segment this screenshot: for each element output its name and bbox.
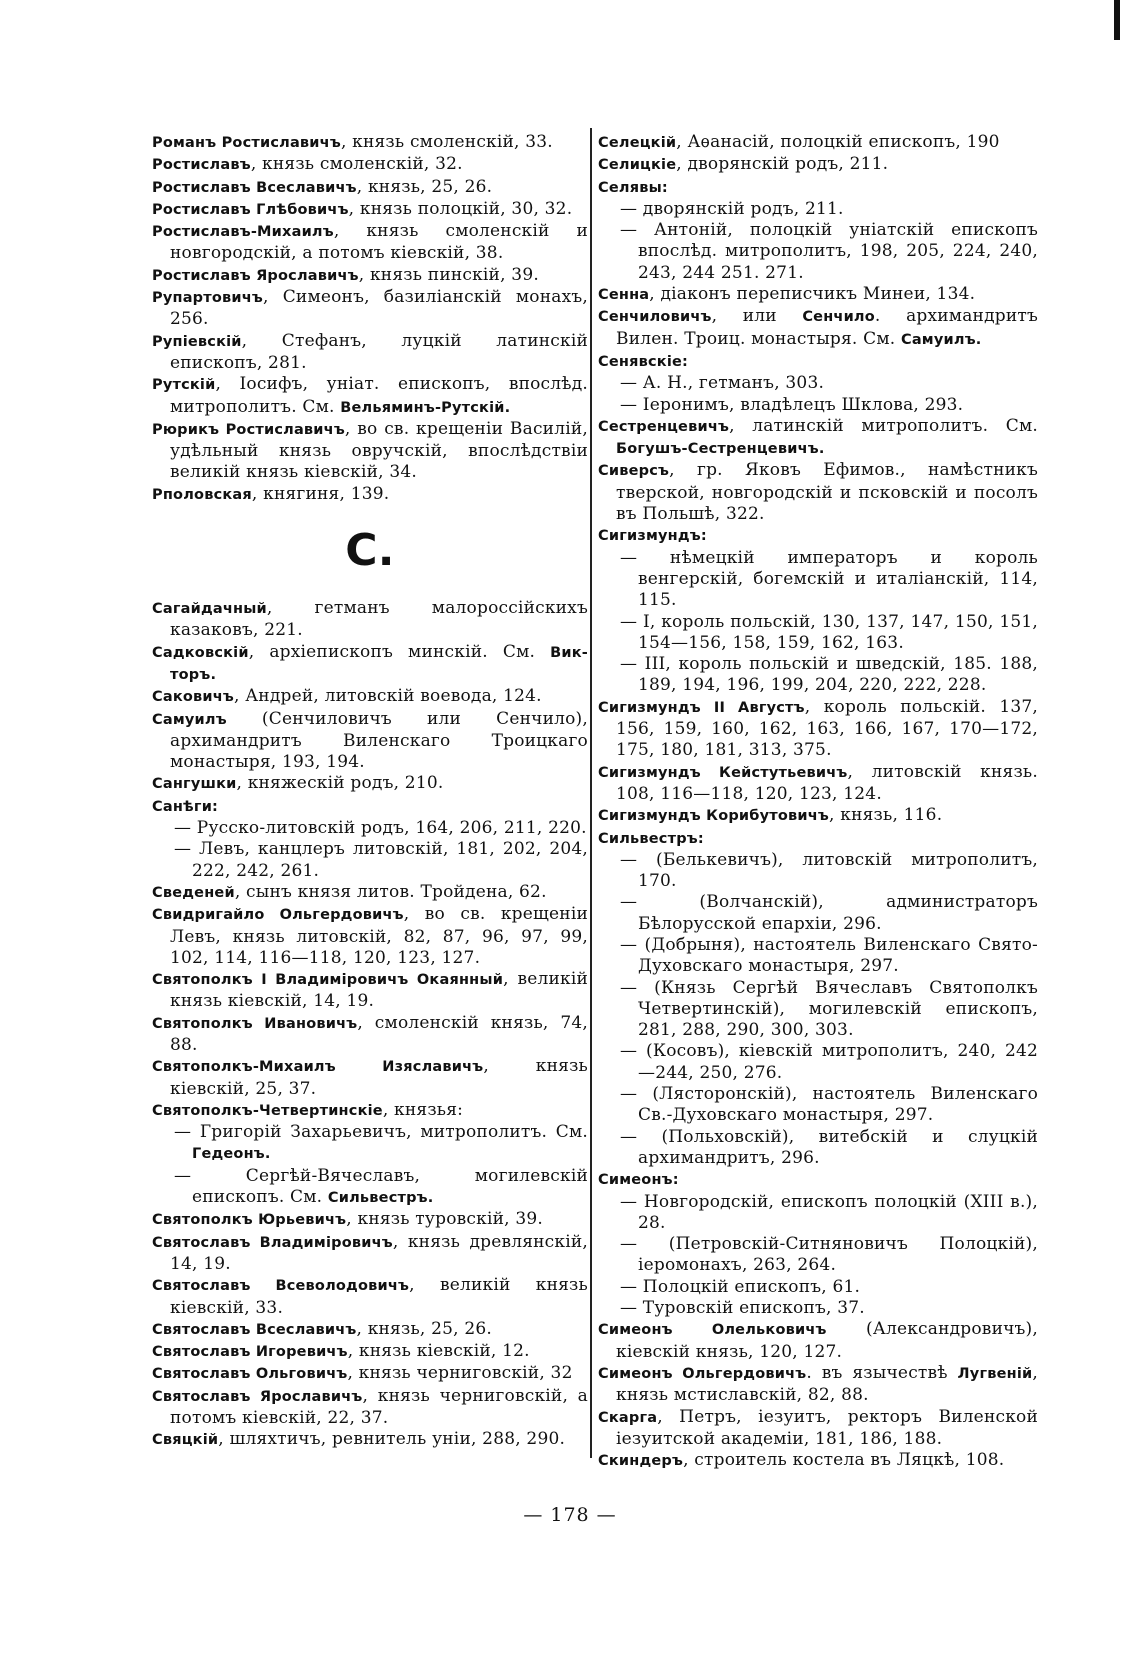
entry-headword: Сигизмундъ II Августъ xyxy=(598,699,805,716)
entry-text: , смоленскій князь, 74, 88. xyxy=(170,1012,588,1055)
cross-reference: Самуилъ. xyxy=(900,331,982,348)
entry-text: . въ язычествѣ xyxy=(806,1362,958,1383)
index-entry xyxy=(152,1100,588,1122)
entry-headword: Сангушки xyxy=(152,776,237,793)
cross-reference: Сильвестръ. xyxy=(327,1190,434,1207)
index-entry xyxy=(598,306,1038,351)
index-entry xyxy=(598,284,1038,306)
entry-headword: Скиндеръ xyxy=(598,1453,684,1470)
entry-headword: Селявы: xyxy=(598,179,668,196)
index-subentry xyxy=(598,1277,1038,1298)
subentry-text: — (Косовъ), кіевскій митрополитъ, 240, 242—244, 250, 276. xyxy=(620,1041,1038,1083)
index-entry xyxy=(598,697,1038,762)
index-entry xyxy=(152,374,588,419)
index-subentry xyxy=(598,1127,1038,1170)
entry-text: , или xyxy=(711,306,803,327)
entry-headword: Рупіевскій xyxy=(152,333,242,350)
index-entry xyxy=(152,598,588,642)
entry-text: , дворянскій родъ, 211. xyxy=(676,154,889,175)
entry-text: , шляхтичъ, ревнитель уніи, 288, 290. xyxy=(218,1429,566,1450)
entry-text: (Сенчиловичъ или Сенчило), архимандритъ Виленскаго Троицкаго монастыря, 193, 194. xyxy=(170,708,588,773)
entry-headword: Сведеней xyxy=(152,884,235,901)
index-entry xyxy=(152,1341,588,1363)
index-subentry xyxy=(598,978,1038,1042)
index-subentry xyxy=(598,1041,1038,1084)
index-subentry xyxy=(598,892,1038,935)
subentry-text: — Туровскій епископъ, 37. xyxy=(620,1298,865,1319)
entry-headword: Симеонъ: xyxy=(598,1172,679,1189)
entry-text: , гр. Яковъ Ефимов., намѣстникъ тверской, новгородскій и псковскій и посолъ въ Польшѣ, 322. xyxy=(616,460,1038,525)
index-entry xyxy=(598,416,1038,461)
index-subentry xyxy=(598,1084,1038,1127)
entry-text: , князь черниговскій, 32 xyxy=(347,1363,573,1384)
entry-text: , князь кіевскій, 12. xyxy=(347,1341,530,1362)
subentry-text: — (Добрыня), настоятель Виленскаго Свято-Духовскаго монастыря, 297. xyxy=(620,934,1038,977)
index-entry xyxy=(152,419,588,484)
entries-r-section xyxy=(152,132,588,506)
entry-headword: Санѣги: xyxy=(152,798,219,815)
entry-text: , княгиня, 139. xyxy=(251,483,390,504)
subentry-text: — Полоцкій епископъ, 61. xyxy=(620,1276,861,1297)
cross-reference: Вельяминъ-Рутскій. xyxy=(340,399,511,416)
index-subentry xyxy=(152,1166,588,1210)
index-entry xyxy=(152,154,588,176)
entry-headword: Святополкъ I Владиміровичъ Окаянный xyxy=(152,972,504,989)
entry-headword: Рутскій xyxy=(152,377,216,394)
cross-reference: Вик-торъ. xyxy=(170,644,588,683)
entry-text: , латинскій митрополитъ. См. xyxy=(729,415,1038,436)
index-subentry xyxy=(152,1122,588,1166)
entry-text: , Андрей, литовскій воевода, 124. xyxy=(234,686,542,707)
entry-headword: Сестренцевичъ xyxy=(598,418,730,435)
index-entry xyxy=(598,525,1038,547)
index-entry xyxy=(152,177,588,199)
subentry-text: — (Князь Сергѣй Вячеславъ Святополкъ Четвертинскій), могилевскій епископъ, 281, 288, 290, 300, 303. xyxy=(620,977,1038,1041)
page-corner-mark xyxy=(1114,0,1120,40)
index-entry xyxy=(598,1169,1038,1191)
subentry-text: — Антоній, полоцкій уніатскій епископъ впослѣд. митрополитъ, 198, 205, 224, 240, 243, 244 251. 271. xyxy=(620,220,1038,283)
index-entry xyxy=(598,1407,1038,1451)
index-entry xyxy=(152,1056,588,1100)
entry-headword: Рупартовичъ xyxy=(152,290,264,307)
entry-headword: Святославъ Владиміровичъ xyxy=(152,1234,393,1251)
subentry-text: — III, король польскій и шведскій, 185. 188, 189, 194, 196, 199, 204, 220, 222, 228. xyxy=(620,654,1038,696)
subentry-text: — Григорій Захарьевичъ, митрополитъ. См. xyxy=(174,1122,588,1143)
entry-headword: Сигизмундъ Корибутовичъ xyxy=(598,808,830,825)
index-entry xyxy=(598,762,1038,806)
subentry-text: — дворянскій родъ, 211. xyxy=(620,198,844,219)
entry-headword: Садковскій xyxy=(152,644,249,661)
entry-headword: Сагайдачный xyxy=(152,601,267,618)
entry-text: , Іосифъ, уніат. епископъ, впослѣд. митрополитъ. См. xyxy=(170,374,588,417)
section-letter: С. xyxy=(345,525,395,577)
entry-text: , князь, 116. xyxy=(829,805,943,826)
index-entry xyxy=(598,1319,1038,1363)
entry-text: , князь кіевскій, 25, 37. xyxy=(170,1056,588,1099)
entry-text: , великій князь кіевскій, 14, 19. xyxy=(170,969,588,1012)
entry-headword: Рполовская xyxy=(152,486,252,503)
index-entry xyxy=(152,132,588,154)
entry-headword: Сенна xyxy=(598,287,650,304)
index-entry xyxy=(152,221,588,265)
subentry-text: — Сергѣй-Вячеславъ, могилевскій епископъ. См. xyxy=(174,1165,588,1208)
entry-headword: Рюрикъ Ростиславичъ xyxy=(152,421,345,438)
entry-headword: Сенчило xyxy=(802,309,875,326)
index-entry xyxy=(152,709,588,774)
subentry-text: — Русско-литовскій родъ, 164, 206, 211, 220. xyxy=(174,818,587,839)
entry-headword: Сенчиловичъ xyxy=(598,309,712,326)
index-subentry xyxy=(152,839,588,882)
entry-text: , князь смоленскій, 33. xyxy=(340,132,553,152)
entry-headword: Симеонъ Ольгердовичъ xyxy=(598,1365,807,1382)
index-entry xyxy=(598,460,1038,525)
subentry-text: — (Белькевичъ), литовскій митрополитъ, 170. xyxy=(620,849,1038,892)
index-entry xyxy=(152,904,588,969)
entry-headword: Святославъ Всеволодовичъ xyxy=(152,1278,410,1295)
entry-headword: Сигизмундъ Кейстутьевичъ xyxy=(598,764,848,781)
entry-text: , князь смоленскій и новгородскій, а потомъ кіевскій, 38. xyxy=(170,221,588,264)
index-subentry xyxy=(598,654,1038,697)
entry-text: , Стефанъ, луцкій латинскій епископъ, 281. xyxy=(170,330,588,373)
index-subentry xyxy=(598,1192,1038,1235)
entry-headword: Святополкъ Юрьевичъ xyxy=(152,1212,347,1229)
index-entry xyxy=(152,287,588,331)
entry-headword: Святославъ Ярославичъ xyxy=(152,1388,363,1405)
entry-headword: Самуилъ xyxy=(152,711,227,728)
index-entry xyxy=(152,969,588,1013)
index-entry xyxy=(152,642,588,687)
index-subentry xyxy=(598,548,1038,612)
entry-headword: Романъ Ростиславичъ xyxy=(152,135,341,151)
entries-s-section xyxy=(152,598,588,1452)
index-entry xyxy=(598,805,1038,827)
index-entry xyxy=(152,1232,588,1276)
entry-headword: Свидригайло Ольгердовичъ xyxy=(152,907,404,924)
entry-headword: Саковичъ xyxy=(152,689,235,706)
entry-text: , литовскій князь. 108, 116—118, 120, 123, 124. xyxy=(616,761,1038,804)
entry-text: , князь туровскій, 39. xyxy=(346,1209,543,1230)
entry-text: , Петръ, іезуитъ, ректоръ Виленской іезуитской академіи, 181, 186, 188. xyxy=(616,1406,1038,1449)
index-entry xyxy=(152,1363,588,1385)
entry-headword: Ростиславъ Ярославичъ xyxy=(152,267,359,284)
entry-text: , князь смоленскій, 32. xyxy=(250,154,463,175)
subentry-text: — (Польховскій), витебскій и слуцкій архимандритъ, 296. xyxy=(620,1126,1038,1168)
entry-text: , во св. крещеніи Василій, удѣльный князь овручскій, впослѣдствіи великій князь кіевскій, 34. xyxy=(170,418,588,483)
index-entry xyxy=(598,132,1038,154)
index-entry xyxy=(152,1013,588,1057)
cross-reference: Лугвеній xyxy=(957,1365,1033,1382)
index-entry xyxy=(152,1275,588,1319)
entry-text: , князь, 25, 26. xyxy=(356,1318,492,1339)
subentry-text: — Новгородскій, епископъ полоцкій (XIII в.), 28. xyxy=(620,1191,1038,1233)
index-entry xyxy=(152,1319,588,1341)
entry-headword: Ростиславъ xyxy=(152,157,251,174)
entry-headword: Сиверсъ xyxy=(598,463,670,480)
index-entry xyxy=(598,828,1038,850)
subentry-text: — I, король польскій, 130, 137, 147, 150, 151, 154—156, 158, 159, 162, 163. xyxy=(620,611,1038,653)
entry-headword: Святославъ Ольговичъ xyxy=(152,1366,348,1383)
entry-text: , Симеонъ, базиліанскій монахъ, 256. xyxy=(170,287,588,330)
subentry-text: — Левъ, канцлеръ литовскій, 181, 202, 204, 222, 242, 261. xyxy=(174,839,588,881)
entry-headword: Скарга xyxy=(598,1409,658,1426)
index-entry xyxy=(598,154,1038,176)
entry-text: , король польскій. 137, 156, 159, 160, 162, 163, 166, 167, 170—172, 175, 180, 181, 313, 375. xyxy=(616,696,1038,761)
index-subentry xyxy=(598,850,1038,893)
entry-text: , архіепископъ минскій. См. xyxy=(248,641,551,662)
page-number: — 178 — xyxy=(523,1504,617,1526)
subentry-text: — Іеронимъ, владѣлецъ Шклова, 293. xyxy=(620,394,964,415)
column-divider xyxy=(590,128,592,1458)
entry-text: , сынъ князя литов. Тройдена, 62. xyxy=(234,881,547,902)
index-entry xyxy=(152,1429,588,1451)
entry-text: , князь черниговскій, а потомъ кіевскій, 22, 37. xyxy=(170,1385,588,1429)
entry-text: , великій князь кіевскій, 33. xyxy=(170,1275,588,1318)
entry-headword: Ростиславъ-Михаилъ xyxy=(152,224,334,241)
right-column xyxy=(598,132,1038,1472)
index-entry xyxy=(152,773,588,795)
entry-text: , Аѳанасій, полоцкій епископъ, 190 xyxy=(676,132,1000,152)
index-subentry xyxy=(598,373,1038,394)
index-entry xyxy=(152,265,588,287)
index-entry xyxy=(152,1209,588,1231)
index-subentry xyxy=(598,395,1038,416)
index-entry xyxy=(152,331,588,375)
entry-text: , княжескій родъ, 210. xyxy=(236,773,444,794)
index-subentry xyxy=(598,1298,1038,1319)
entry-headword: Сильвестръ: xyxy=(598,830,704,847)
entry-headword: Селецкій xyxy=(598,135,677,151)
index-subentry xyxy=(598,612,1038,655)
entry-headword: Сигизмундъ: xyxy=(598,528,707,545)
entry-headword: Святополкъ Ивановичъ xyxy=(152,1015,358,1032)
index-entry xyxy=(598,177,1038,199)
index-entry xyxy=(598,1363,1038,1407)
index-subentry xyxy=(598,199,1038,220)
subentry-text: — (Волчанскій), администраторъ Бѣлорусской епархіи, 296. xyxy=(620,892,1038,934)
entry-headword: Сенявскіе: xyxy=(598,353,689,370)
index-entry xyxy=(152,484,588,506)
entry-text: . архимандритъ Вилен. Троиц. монастыря. См. xyxy=(616,306,1038,349)
entry-text: , строитель костела въ Ляцкѣ, 108. xyxy=(683,1450,1005,1471)
entry-headword: Ростиславъ Всеславичъ xyxy=(152,179,357,196)
entry-text: , князь древлянскій, 14, 19. xyxy=(170,1231,588,1274)
subentry-text: — (Лясторонскій), настоятель Виленскаго Св.-Духовскаго монастыря, 297. xyxy=(620,1084,1038,1126)
subentry-text: — А. Н., гетманъ, 303. xyxy=(620,373,825,394)
index-entry xyxy=(152,199,588,221)
entry-text: , во св. крещеніи Левъ, князь литовскій, 82, 87, 96, 97, 99, 102, 114, 116—118, 120, 123, 127. xyxy=(170,904,588,968)
entry-text: , князь пинскій, 39. xyxy=(358,264,539,285)
index-subentry xyxy=(152,818,588,839)
entry-text: , князь, 25, 26. xyxy=(356,176,493,197)
entry-headword: Свяцкій xyxy=(152,1432,219,1449)
entry-text: (Александровичъ), кіевскій князь, 120, 127. xyxy=(616,1319,1038,1362)
entry-headword: Святославъ Всеславичъ xyxy=(152,1321,357,1338)
index-entry xyxy=(152,1386,588,1430)
entry-text: , князь полоцкій, 30, 32. xyxy=(348,198,573,219)
subentry-text: — (Петровскій-Ситняновичъ Полоцкій), іеромонахъ, 263, 264. xyxy=(620,1234,1038,1276)
left-column xyxy=(152,132,588,1452)
entry-text: , діаконъ переписчикъ Минеи, 134. xyxy=(649,284,976,305)
entry-text: , князья: xyxy=(382,1099,464,1120)
index-entry xyxy=(152,796,588,818)
index-subentry xyxy=(598,1234,1038,1277)
entry-headword: Святополкъ-Четвертинскіе xyxy=(152,1102,383,1119)
index-entry xyxy=(598,1450,1038,1472)
entry-headword: Святославъ Игоревичъ xyxy=(152,1344,348,1361)
index-entry xyxy=(152,686,588,708)
entry-headword: Симеонъ Олельковичъ xyxy=(598,1322,827,1339)
entry-text: , гетманъ малороссійскихъ казаковъ, 221. xyxy=(170,598,588,641)
index-subentry xyxy=(598,935,1038,978)
entry-headword: Святополкъ-Михаилъ Изяславичъ xyxy=(152,1059,484,1076)
subentry-text: — нѣмецкій императоръ и король венгерскій, богемскій и италіанскій, 114, 115. xyxy=(620,547,1038,611)
index-subentry xyxy=(598,220,1038,284)
cross-reference: Гедеонъ. xyxy=(192,1146,271,1163)
index-entry xyxy=(152,882,588,904)
index-entry xyxy=(598,351,1038,373)
cross-reference: Богушъ-Сестренцевичъ. xyxy=(616,441,825,458)
entry-text: , князь мстиславскій, 82, 88. xyxy=(616,1362,1038,1406)
entry-headword: Ростиславъ Глѣбовичъ xyxy=(152,201,349,218)
entry-headword: Селицкіе xyxy=(598,157,677,174)
